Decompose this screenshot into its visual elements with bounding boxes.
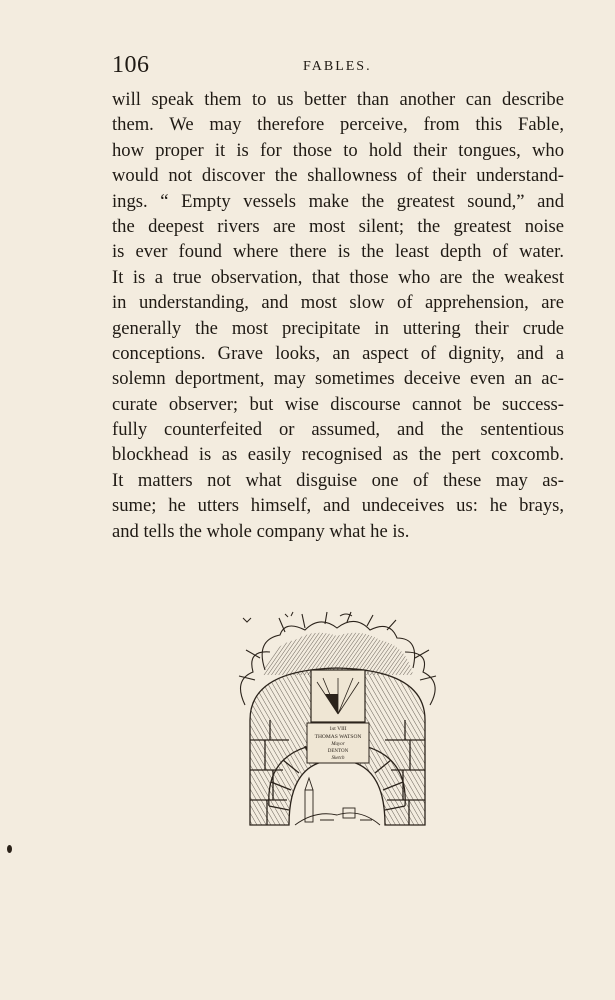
text-line: solemn deportment, may sometimes deceive even an ac- [112, 368, 564, 390]
text-line: curate observer; but wise discourse cannot be success- [112, 393, 564, 415]
text-line: conceptions. Grave looks, an aspect of dignity, and a [112, 342, 564, 364]
text-line: blockhead is as easily recognised as the pert coxcomb. [112, 444, 564, 466]
running-title: FABLES. [303, 59, 372, 74]
text-line: would not discover the shallowness of their understand- [112, 165, 564, 187]
text-line: is ever found where there is the least depth of water. [112, 241, 564, 263]
body-paragraph [112, 87, 564, 544]
text-line: fully counterfeited or assumed, and the sententious [112, 419, 564, 441]
plaque-line: THOMAS WATSON [314, 734, 362, 740]
text-line: in understanding, and most slow of apprehension, are [112, 292, 564, 314]
decorative-marks-icon [243, 612, 352, 622]
ink-speck [7, 845, 12, 853]
text-line: sume; he utters himself, and undeceives us: he brays, [112, 495, 564, 517]
text-line: It is a true observation, that those who are the weakest [112, 266, 564, 288]
text-line: ings. “ Empty vessels make the greatest sound,” and [112, 190, 564, 212]
text-line: the deepest rivers are most silent; the greatest noise [112, 215, 564, 237]
page-number: 106 [112, 52, 150, 78]
plaque-line: Mayor [331, 742, 345, 747]
text-line: will speak them to us better than another can describe [112, 89, 564, 110]
landscape-through-arch-icon [295, 778, 380, 825]
text-line: and tells the whole company what he is. [112, 520, 410, 542]
plaque-line: Sketch [331, 756, 345, 761]
plaque-line: DENTON [327, 749, 349, 754]
plaque-line: 1st VIII [329, 726, 347, 732]
text-line: them. We may therefore perceive, from this Fable, [112, 114, 564, 136]
inscription-tablet [307, 723, 369, 763]
sundial-plaque-icon [311, 670, 365, 722]
text-line: how proper it is for those to hold their tongues, who [112, 139, 564, 161]
text-line: generally the most precipitate in uttering their crude [112, 317, 564, 339]
engraved-tailpiece-icon [225, 610, 450, 840]
text-line: It matters not what disguise one of these may as- [112, 469, 564, 491]
